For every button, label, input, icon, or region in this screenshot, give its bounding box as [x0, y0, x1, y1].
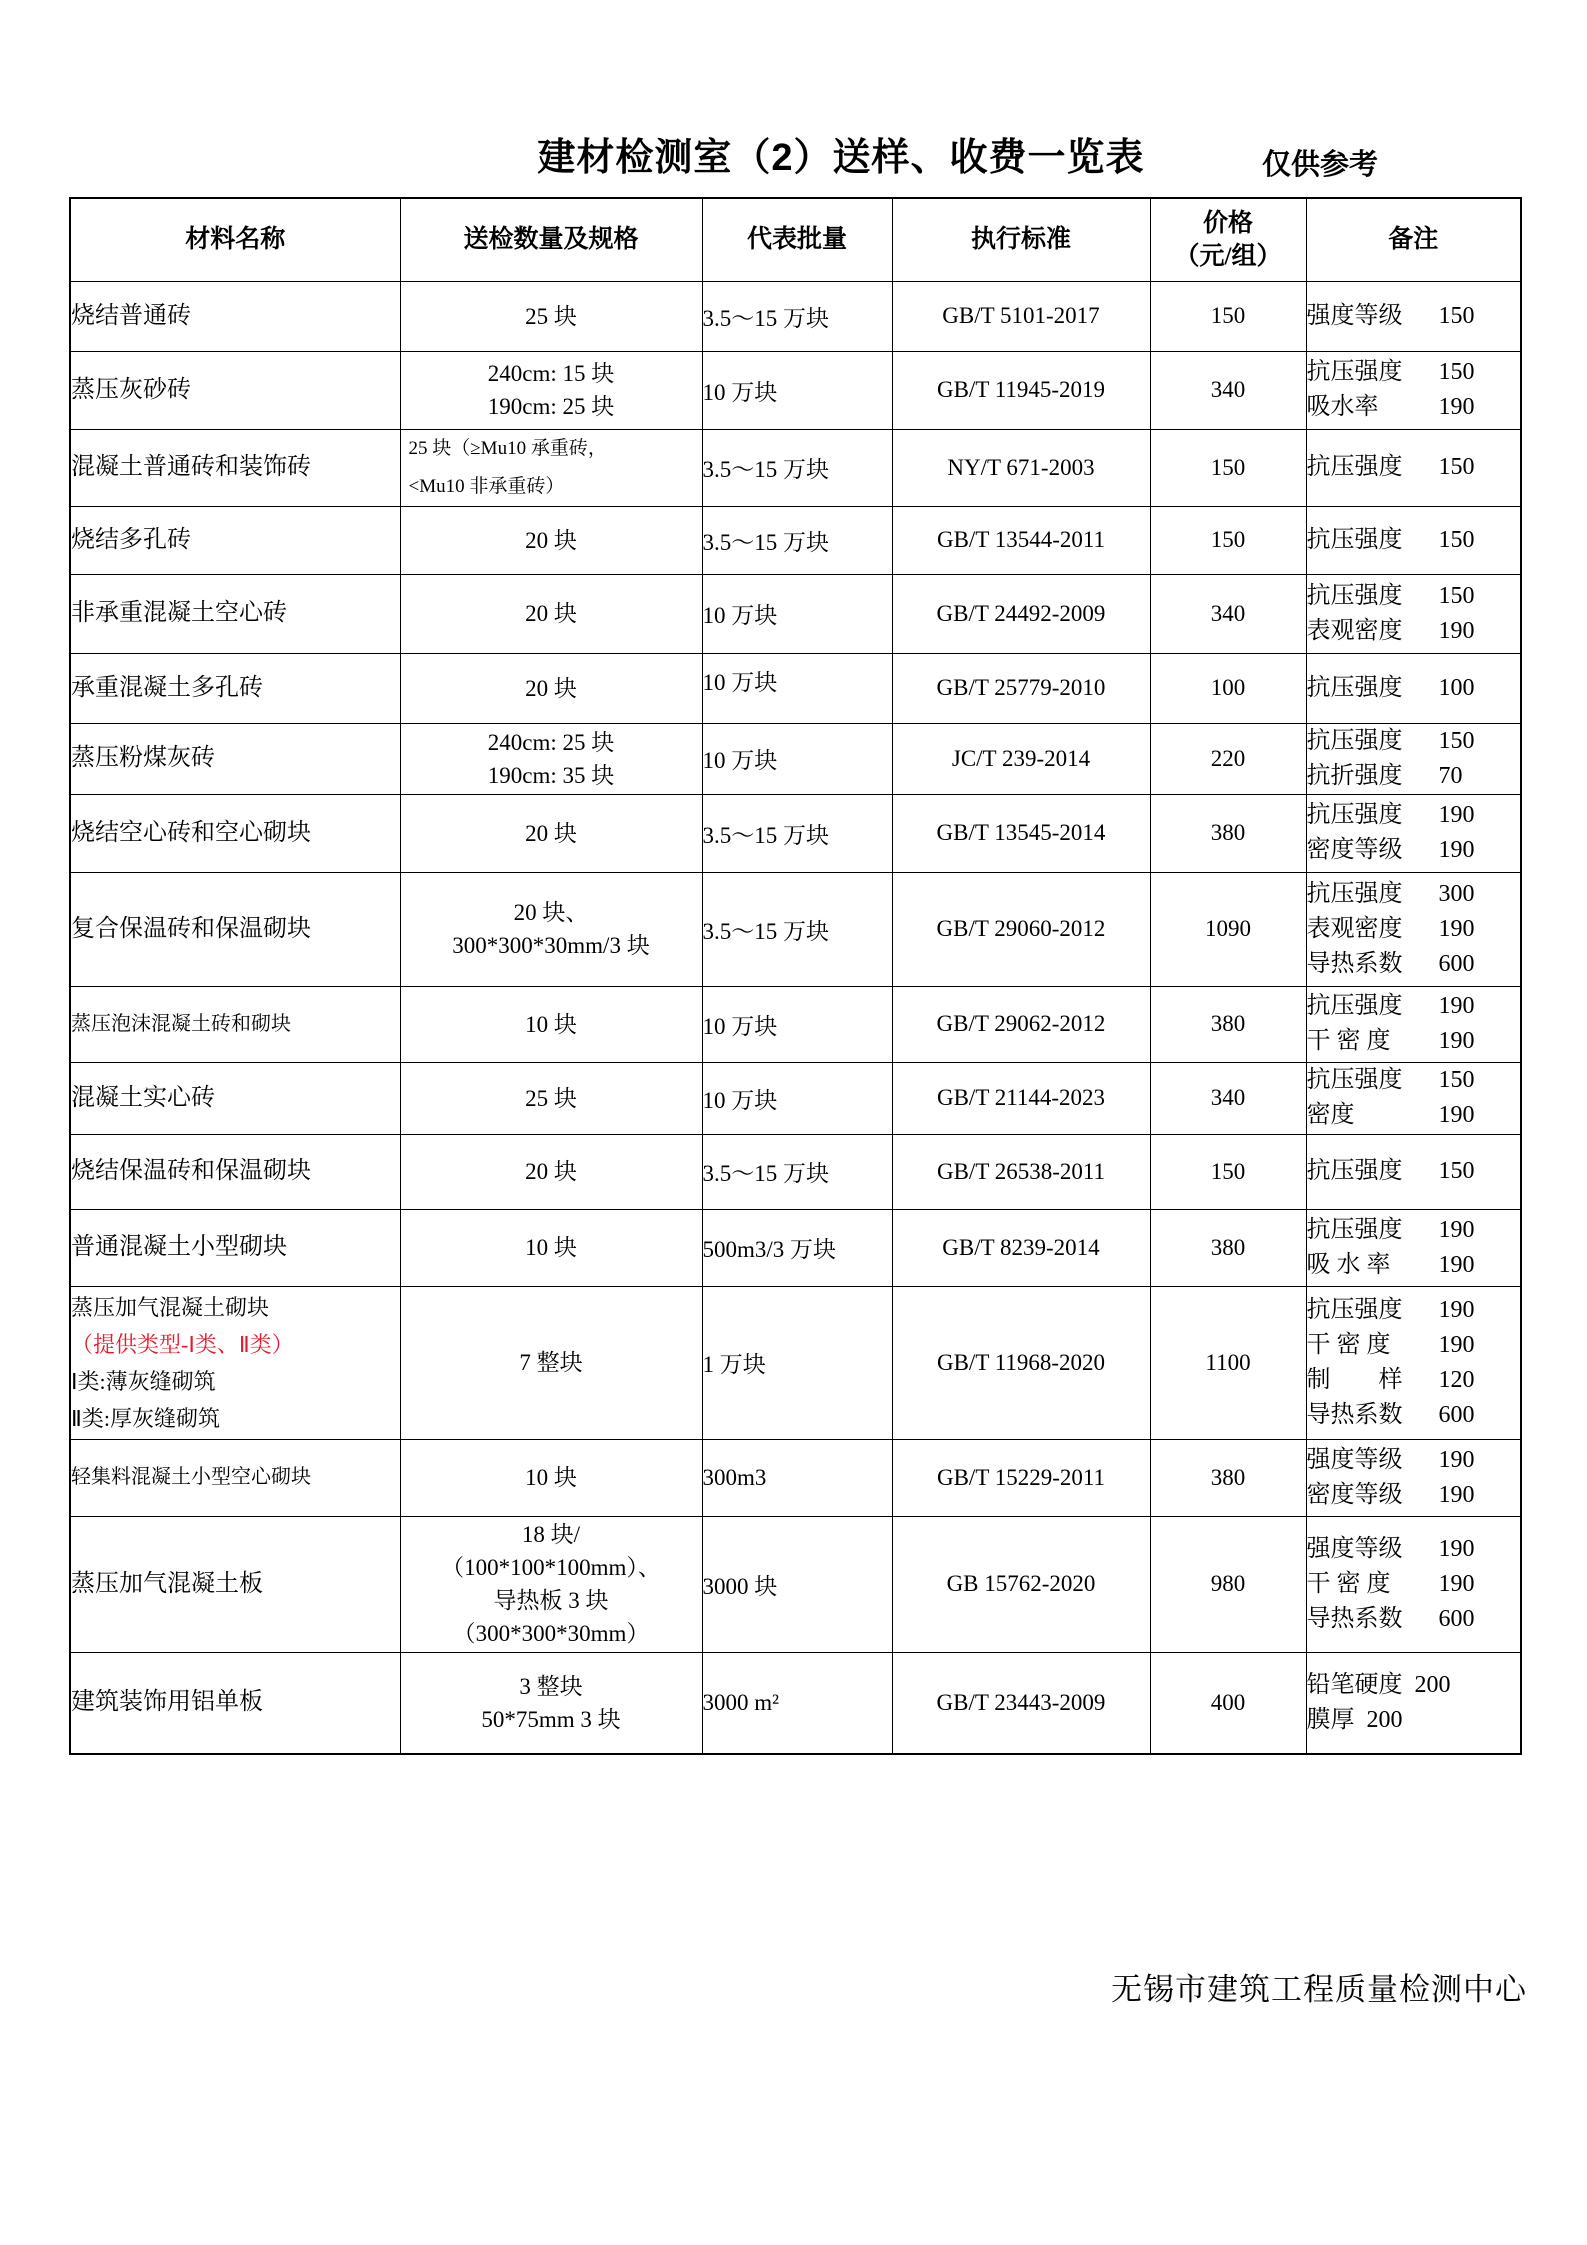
- remark-value: 190: [1438, 1481, 1475, 1508]
- remark-label: 强度等级: [1306, 302, 1403, 329]
- remarks-cell: [1306, 351, 1521, 429]
- remark-line: [1307, 1363, 1521, 1398]
- remark-line: [1307, 1602, 1521, 1637]
- remark-label: 导热系数: [1306, 1401, 1403, 1428]
- remark-value: 190: [1438, 1216, 1475, 1243]
- quantity-cell: [400, 1652, 702, 1754]
- remark-value: 190: [1438, 617, 1475, 644]
- batch-cell: 10 万块: [702, 574, 892, 653]
- quantity-cell: [400, 1439, 702, 1516]
- quantity-cell: [400, 1286, 702, 1439]
- batch-cell: 3.5～15 万块: [702, 429, 892, 506]
- remark-value: 70: [1438, 762, 1463, 789]
- remark-label: 抗压强度: [1306, 526, 1403, 553]
- price-cell: 150: [1150, 429, 1306, 506]
- remark-label: 抗压强度: [1306, 1067, 1403, 1093]
- material-name-cell: [70, 723, 400, 794]
- column-header-line: 价格: [1202, 209, 1253, 237]
- table-row: [70, 429, 1521, 506]
- batch-cell: 3.5～15 万块: [702, 872, 892, 986]
- price-cell: 380: [1150, 1439, 1306, 1516]
- batch-cell: 10 万块: [702, 653, 892, 723]
- issuer-name: 无锡市建筑工程质量检测中心: [1111, 1972, 1527, 2007]
- material-name-line: 烧结保温砖和保温砌块: [71, 1158, 311, 1184]
- quantity-line: 10 块: [525, 1465, 577, 1490]
- remark-label: 抗压强度: [1306, 727, 1403, 754]
- batch-cell: 500m3/3 万块: [702, 1209, 892, 1286]
- batch-cell: 10 万块: [702, 723, 892, 794]
- remark-value: 190: [1438, 1028, 1475, 1054]
- remark-label: 强度等级: [1306, 1535, 1403, 1562]
- remark-line: [1307, 614, 1521, 649]
- column-header: [1306, 198, 1521, 281]
- remark-value: 120: [1438, 1366, 1475, 1393]
- remark-line: [1307, 1213, 1521, 1248]
- remark-line: [1307, 1443, 1521, 1478]
- price-cell: 980: [1150, 1516, 1306, 1652]
- price-cell: 100: [1150, 653, 1306, 723]
- material-name-line: 普通混凝土小型砌块: [71, 1234, 287, 1260]
- standard-cell: GB/T 8239-2014: [892, 1209, 1150, 1286]
- remark-label: 密度等级: [1306, 837, 1403, 863]
- remark-line: [1307, 299, 1521, 334]
- remark-line: [1307, 1293, 1521, 1328]
- remark-line: [1307, 877, 1521, 912]
- quantity-cell: [400, 872, 702, 986]
- remarks-cell: [1306, 723, 1521, 794]
- table-row: [70, 794, 1521, 872]
- remark-label: 抗压强度: [1306, 993, 1403, 1019]
- remark-label: 抗压强度: [1306, 1216, 1403, 1243]
- batch-cell: 3.5～15 万块: [702, 281, 892, 351]
- remark-line: [1307, 1567, 1521, 1602]
- standard-cell: GB/T 5101-2017: [892, 281, 1150, 351]
- table-row: [70, 1286, 1521, 1439]
- header-row: [70, 198, 1521, 281]
- price-cell: 150: [1150, 281, 1306, 351]
- remark-line: [1307, 355, 1521, 390]
- quantity-line: 20 块: [525, 820, 577, 846]
- remark-value: 190: [1438, 1296, 1475, 1323]
- material-name-line: 蒸压加气混凝土板: [71, 1570, 263, 1597]
- material-name-line: 混凝土实心砖: [71, 1084, 215, 1111]
- batch-cell: 3.5～15 万块: [702, 794, 892, 872]
- remark-label: 抗压强度: [1306, 359, 1403, 385]
- price-cell: 340: [1150, 1062, 1306, 1134]
- material-name-line: 烧结多孔砖: [71, 526, 191, 553]
- material-name-cell: [70, 872, 400, 986]
- remark-value: 100: [1438, 674, 1475, 701]
- material-name-cell: [70, 1062, 400, 1134]
- remark-value: 190: [1438, 993, 1475, 1019]
- price-cell: 220: [1150, 723, 1306, 794]
- price-cell: 1100: [1150, 1286, 1306, 1439]
- column-header: [702, 198, 892, 281]
- remark-label: 表观密度: [1306, 617, 1403, 644]
- remark-value: 200: [1366, 1706, 1403, 1733]
- table-row: [70, 1652, 1521, 1754]
- page-title: 建材检测室（2）送样、收费一览表: [537, 137, 1145, 179]
- quantity-line: 20 块: [525, 601, 577, 626]
- material-name-line: 蒸压加气混凝土砌块: [71, 1294, 270, 1320]
- quantity-cell: [400, 429, 702, 506]
- batch-cell: 3.5～15 万块: [702, 506, 892, 574]
- price-cell: 380: [1150, 1209, 1306, 1286]
- column-header-line: 材料名称: [185, 226, 286, 254]
- remark-value: 190: [1438, 802, 1475, 828]
- table-row: [70, 574, 1521, 653]
- quantity-line: 10 块: [525, 1011, 577, 1037]
- remark-label: 强度等级: [1306, 1446, 1403, 1473]
- quantity-line: （100*100*100mm）、: [441, 1555, 661, 1580]
- column-header-line: （元/组）: [1174, 242, 1282, 270]
- quantity-line: 25 块: [525, 303, 577, 329]
- column-header-line: 代表批量: [746, 226, 847, 254]
- material-name-line: 混凝土普通砖和装饰砖: [71, 454, 311, 480]
- standard-cell: GB/T 25779-2010: [892, 653, 1150, 723]
- fee-table: [69, 197, 1522, 1755]
- price-cell: 380: [1150, 986, 1306, 1062]
- remark-value: 190: [1438, 1102, 1475, 1128]
- material-name-cell: [70, 351, 400, 429]
- price-cell: 400: [1150, 1652, 1306, 1754]
- table-body: [70, 281, 1521, 1754]
- price-cell: 150: [1150, 1134, 1306, 1209]
- remark-value: 150: [1438, 526, 1475, 553]
- remark-label: 抗折强度: [1306, 762, 1403, 789]
- remark-line: [1307, 579, 1521, 614]
- material-name-cell: [70, 986, 400, 1062]
- column-header: [892, 198, 1150, 281]
- standard-cell: GB 15762-2020: [892, 1516, 1150, 1652]
- remark-line: [1307, 798, 1521, 833]
- quantity-line: <Mu10 非承重砖）: [408, 475, 565, 497]
- remark-line: [1307, 523, 1521, 558]
- column-header: [400, 198, 702, 281]
- material-name-line: 建筑装饰用铝单板: [71, 1689, 263, 1716]
- material-name-line: 复合保温砖和保温砌块: [71, 915, 311, 942]
- remark-label: 抗压强度: [1306, 454, 1403, 480]
- batch-cell: 10 万块: [702, 351, 892, 429]
- table-header: [70, 198, 1521, 281]
- quantity-line: 20 块: [525, 527, 577, 553]
- remark-line: [1307, 1248, 1521, 1283]
- quantity-cell: [400, 1516, 702, 1652]
- material-name-cell: [70, 506, 400, 574]
- remark-line: [1307, 912, 1521, 947]
- quantity-cell: [400, 1209, 702, 1286]
- batch-cell: 3000 m²: [702, 1652, 892, 1754]
- remark-value: 150: [1438, 727, 1475, 754]
- table-row: [70, 653, 1521, 723]
- quantity-line: 20 块: [525, 675, 577, 701]
- remark-value: 150: [1438, 302, 1475, 329]
- remark-label: 抗压强度: [1306, 802, 1403, 828]
- standard-cell: GB/T 11968-2020: [892, 1286, 1150, 1439]
- material-name-cell: [70, 1286, 400, 1439]
- remark-label: 抗压强度: [1306, 880, 1403, 907]
- table-row: [70, 1062, 1521, 1134]
- quantity-cell: [400, 986, 702, 1062]
- table-row: [70, 872, 1521, 986]
- quantity-cell: [400, 506, 702, 574]
- table-row: [70, 506, 1521, 574]
- remark-value: 190: [1438, 394, 1475, 420]
- material-name-line: 蒸压粉煤灰砖: [71, 745, 215, 771]
- remark-label: 铅笔硬度: [1306, 1671, 1403, 1698]
- remark-label: 吸水率: [1306, 394, 1379, 420]
- table-row: [70, 1134, 1521, 1209]
- remark-value: 190: [1438, 1446, 1475, 1473]
- remark-label: 干 密 度: [1306, 1331, 1391, 1358]
- remark-label: 抗压强度: [1306, 674, 1403, 701]
- price-cell: 340: [1150, 351, 1306, 429]
- price-cell: 340: [1150, 574, 1306, 653]
- remark-value: 190: [1438, 837, 1475, 863]
- standard-cell: GB/T 23443-2009: [892, 1652, 1150, 1754]
- standard-cell: JC/T 239-2014: [892, 723, 1150, 794]
- quantity-line: 300*300*30mm/3 块: [452, 933, 650, 958]
- remark-value: 200: [1414, 1671, 1451, 1698]
- quantity-line: 190cm: 25 块: [487, 394, 615, 419]
- quantity-cell: [400, 281, 702, 351]
- remark-value: 600: [1438, 1605, 1475, 1632]
- standard-cell: GB/T 26538-2011: [892, 1134, 1150, 1209]
- remarks-cell: [1306, 506, 1521, 574]
- batch-cell: 1 万块: [702, 1286, 892, 1439]
- standard-cell: GB/T 13545-2014: [892, 794, 1150, 872]
- material-name-line: 烧结普通砖: [71, 302, 191, 329]
- table-row: [70, 723, 1521, 794]
- standard-cell: GB/T 21144-2023: [892, 1062, 1150, 1134]
- column-header-line: 执行标准: [970, 226, 1071, 254]
- reference-note: 仅供参考: [1262, 149, 1379, 181]
- batch-cell: 300m3: [702, 1439, 892, 1516]
- table-row: [70, 281, 1521, 351]
- remark-label: 密度等级: [1306, 1481, 1403, 1508]
- batch-cell: 3.5～15 万块: [702, 1134, 892, 1209]
- remark-line: [1307, 1024, 1521, 1059]
- column-header-line: 送检数量及规格: [463, 226, 639, 254]
- table-row: [70, 1439, 1521, 1516]
- remark-label: 表观密度: [1306, 915, 1403, 942]
- material-name-line: 蒸压泡沫混凝土砖和砌块: [71, 1012, 291, 1035]
- remark-value: 150: [1438, 359, 1475, 385]
- material-name-cell: [70, 653, 400, 723]
- remark-line: [1307, 1154, 1521, 1189]
- quantity-line: 3 整块: [519, 1673, 583, 1699]
- remarks-cell: [1306, 574, 1521, 653]
- standard-cell: GB/T 11945-2019: [892, 351, 1150, 429]
- material-name-cell: [70, 1209, 400, 1286]
- remark-line: [1307, 450, 1521, 485]
- material-name-line: 非承重混凝土空心砖: [71, 600, 287, 626]
- material-name-cell: [70, 429, 400, 506]
- quantity-line: 7 整块: [519, 1350, 583, 1375]
- remark-value: 190: [1438, 1331, 1475, 1358]
- remark-label: 干 密 度: [1306, 1570, 1391, 1597]
- table-row: [70, 1516, 1521, 1652]
- quantity-line: 25 块（≥Mu10 承重砖，: [408, 437, 607, 459]
- remark-value: 600: [1438, 950, 1475, 977]
- column-header: [70, 198, 400, 281]
- remark-line: [1307, 724, 1521, 759]
- quantity-line: 240cm: 15 块: [487, 361, 615, 386]
- standard-cell: GB/T 29060-2012: [892, 872, 1150, 986]
- standard-cell: GB/T 15229-2011: [892, 1439, 1150, 1516]
- quantity-cell: [400, 1134, 702, 1209]
- material-name-line: 烧结空心砖和空心砌块: [71, 819, 311, 846]
- remark-label: 抗压强度: [1306, 1296, 1403, 1323]
- remark-line: [1307, 1098, 1521, 1133]
- remarks-cell: [1306, 1134, 1521, 1209]
- remark-line: [1307, 947, 1521, 982]
- column-header-line: 备注: [1388, 226, 1439, 254]
- material-name-line: （提供类型-Ⅰ类、Ⅱ类）: [71, 1331, 294, 1357]
- remarks-cell: [1306, 429, 1521, 506]
- remarks-cell: [1306, 872, 1521, 986]
- remarks-cell: [1306, 1439, 1521, 1516]
- quantity-line: （300*300*30mm）: [452, 1621, 650, 1646]
- remark-value: 150: [1438, 582, 1475, 609]
- remarks-cell: [1306, 1652, 1521, 1754]
- material-name-cell: [70, 1439, 400, 1516]
- material-name-line: Ⅱ类:厚灰缝砌筑: [71, 1405, 220, 1431]
- remark-line: [1307, 1328, 1521, 1363]
- remarks-cell: [1306, 1062, 1521, 1134]
- material-name-cell: [70, 281, 400, 351]
- remark-line: [1307, 1668, 1521, 1703]
- remarks-cell: [1306, 281, 1521, 351]
- remark-line: [1307, 1532, 1521, 1567]
- quantity-line: 导热板 3 块: [493, 1588, 609, 1613]
- material-name-line: 承重混凝土多孔砖: [71, 674, 263, 701]
- remarks-cell: [1306, 653, 1521, 723]
- remarks-cell: [1306, 986, 1521, 1062]
- remark-label: 抗压强度: [1306, 1158, 1403, 1184]
- quantity-cell: [400, 574, 702, 653]
- quantity-line: 18 块/: [521, 1522, 581, 1547]
- quantity-cell: [400, 351, 702, 429]
- standard-cell: GB/T 13544-2011: [892, 506, 1150, 574]
- quantity-line: 190cm: 35 块: [487, 762, 615, 788]
- remark-label: 抗压强度: [1306, 582, 1403, 609]
- quantity-line: 25 块: [525, 1085, 577, 1111]
- remark-value: 300: [1438, 880, 1475, 907]
- remark-label: 膜厚: [1306, 1706, 1355, 1733]
- remark-label: 制 样: [1306, 1366, 1403, 1393]
- remarks-cell: [1306, 1516, 1521, 1652]
- material-name-line: Ⅰ类:薄灰缝砌筑: [71, 1368, 216, 1394]
- standard-cell: NY/T 671-2003: [892, 429, 1150, 506]
- quantity-cell: [400, 723, 702, 794]
- table-row: [70, 1209, 1521, 1286]
- remark-line: [1307, 989, 1521, 1024]
- quantity-line: 50*75mm 3 块: [481, 1706, 621, 1732]
- quantity-line: 10 块: [525, 1235, 577, 1260]
- remark-value: 150: [1438, 1067, 1475, 1093]
- remark-line: [1307, 390, 1521, 425]
- remarks-cell: [1306, 1209, 1521, 1286]
- remark-value: 190: [1438, 915, 1475, 942]
- material-name-cell: [70, 574, 400, 653]
- price-cell: 380: [1150, 794, 1306, 872]
- quantity-line: 20 块、: [513, 900, 589, 925]
- remarks-cell: [1306, 1286, 1521, 1439]
- remark-label: 密度: [1306, 1102, 1355, 1128]
- remark-label: 吸 水 率: [1306, 1251, 1391, 1278]
- remark-line: [1307, 1063, 1521, 1098]
- material-name-cell: [70, 1134, 400, 1209]
- remark-label: 干 密 度: [1306, 1028, 1391, 1054]
- remark-value: 190: [1438, 1570, 1475, 1597]
- remark-line: [1307, 1703, 1521, 1738]
- material-name-cell: [70, 794, 400, 872]
- standard-cell: GB/T 24492-2009: [892, 574, 1150, 653]
- price-cell: 1090: [1150, 872, 1306, 986]
- remark-value: 600: [1438, 1401, 1475, 1428]
- remark-value: 190: [1438, 1251, 1475, 1278]
- standard-cell: GB/T 29062-2012: [892, 986, 1150, 1062]
- batch-cell: 3000 块: [702, 1516, 892, 1652]
- material-name-cell: [70, 1652, 400, 1754]
- remark-line: [1307, 759, 1521, 794]
- remark-label: 导热系数: [1306, 1605, 1403, 1632]
- remark-line: [1307, 833, 1521, 868]
- remarks-cell: [1306, 794, 1521, 872]
- batch-cell: 10 万块: [702, 1062, 892, 1134]
- quantity-cell: [400, 794, 702, 872]
- remark-line: [1307, 671, 1521, 706]
- remark-value: 190: [1438, 1535, 1475, 1562]
- price-cell: 150: [1150, 506, 1306, 574]
- table-row: [70, 351, 1521, 429]
- material-name-line: 蒸压灰砂砖: [71, 376, 191, 403]
- column-header: [1150, 198, 1306, 281]
- remark-line: [1307, 1398, 1521, 1433]
- quantity-cell: [400, 1062, 702, 1134]
- quantity-line: 20 块: [525, 1159, 577, 1184]
- remark-value: 150: [1438, 1158, 1475, 1184]
- remark-label: 导热系数: [1306, 950, 1403, 977]
- remark-value: 150: [1438, 454, 1475, 480]
- quantity-cell: [400, 653, 702, 723]
- remark-line: [1307, 1478, 1521, 1513]
- batch-cell: 10 万块: [702, 986, 892, 1062]
- material-name-cell: [70, 1516, 400, 1652]
- material-name-line: 轻集料混凝土小型空心砌块: [71, 1466, 311, 1488]
- table-row: [70, 986, 1521, 1062]
- quantity-line: 240cm: 25 块: [487, 729, 615, 755]
